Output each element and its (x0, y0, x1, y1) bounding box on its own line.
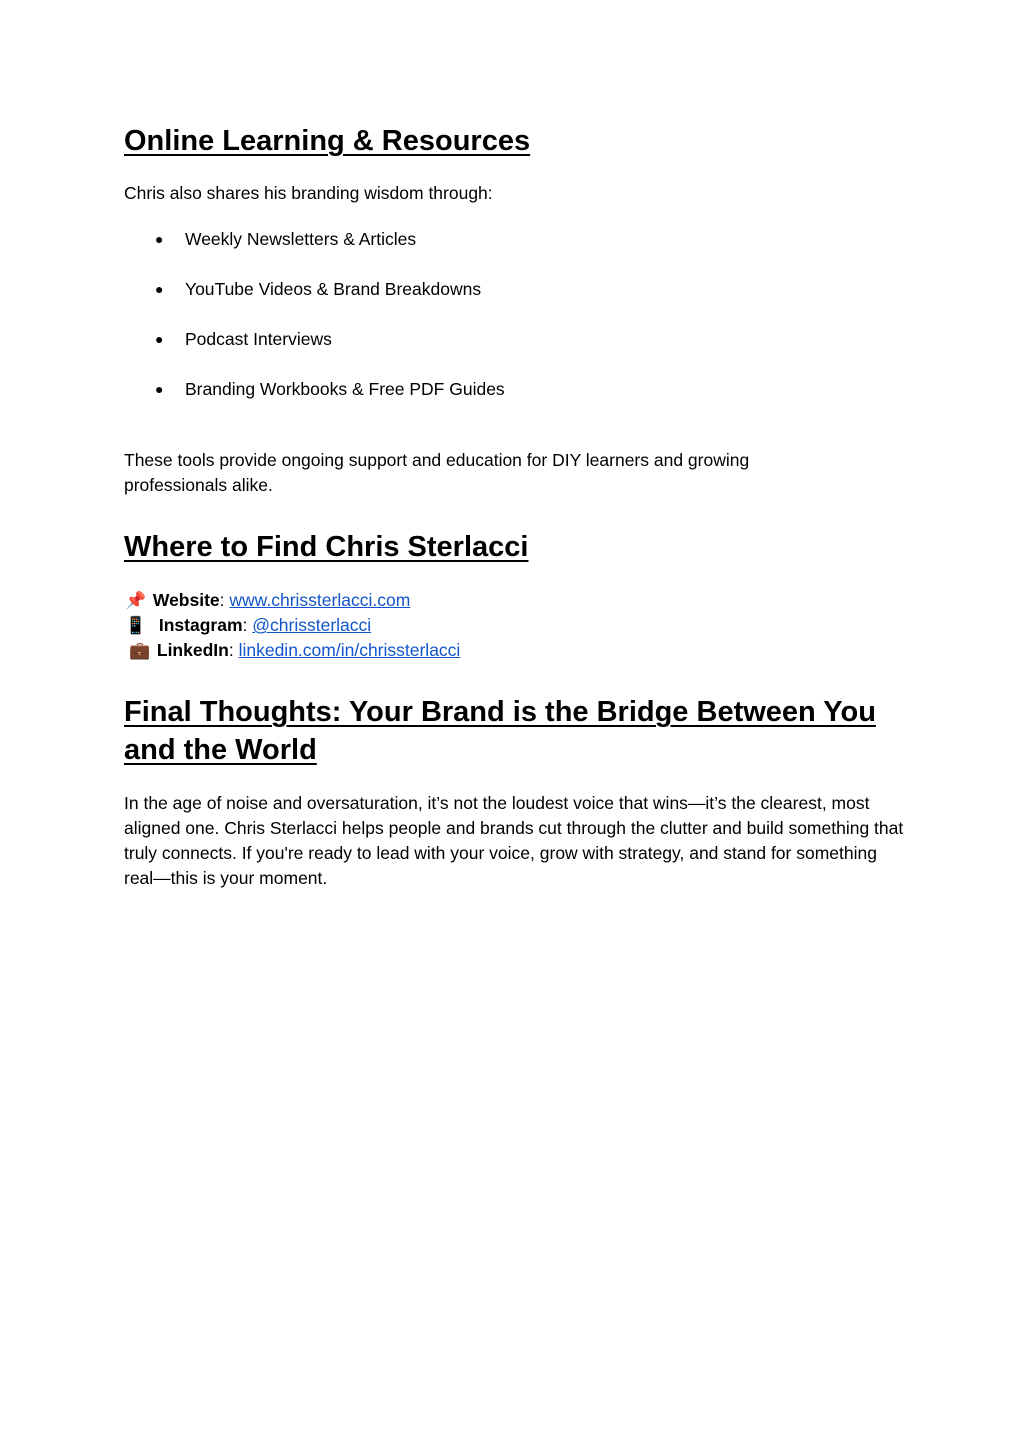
bullet-icon: ● (155, 331, 164, 347)
contact-linkedin (124, 638, 460, 663)
contact-list (124, 588, 460, 663)
section-heading-final-thoughts: Final Thoughts: Your Brand is the Bridge Between You and the World (124, 696, 876, 766)
website-link[interactable]: www.chrissterlacci.com (229, 590, 411, 610)
list-item-text: Branding Workbooks & Free PDF Guides (185, 379, 505, 399)
pushpin-icon: 📌 (125, 591, 147, 610)
list-item (124, 277, 505, 327)
contact-separator: : (219, 590, 225, 610)
list-item-text: Weekly Newsletters & Articles (185, 229, 417, 249)
final-paragraph: In the age of noise and oversaturation, it’s not the loudest voice that wins—it’s the clearest, most aligned one. Chris Sterlacci helps people and brands cut through the clutter and build something that truly connects. If you're ready to lead with your voice, grow with strategy, and stand for something real—this is your moment. (124, 793, 904, 888)
contact-website (124, 588, 460, 613)
contact-label: Instagram (158, 615, 243, 635)
instagram-link[interactable]: @chrissterlacci (252, 615, 372, 635)
bullet-icon: ● (155, 281, 164, 297)
list-item (124, 227, 505, 277)
resource-list (124, 227, 505, 427)
contact-label: Website (152, 590, 220, 610)
list-item-text: YouTube Videos & Brand Breakdowns (185, 279, 482, 299)
contact-instagram (124, 613, 460, 638)
bullet-icon: ● (155, 381, 164, 397)
list-item-text: Podcast Interviews (185, 329, 332, 349)
list-item (124, 377, 505, 427)
briefcase-icon: 💼 (129, 641, 151, 660)
section-heading-where-to-find: Where to Find Chris Sterlacci (124, 531, 529, 563)
list-item (124, 327, 505, 377)
contact-separator: : (242, 615, 248, 635)
mobile-phone-icon: 📱 (125, 616, 147, 635)
contact-separator: : (228, 640, 234, 660)
closing-paragraph: These tools provide ongoing support and education for DIY learners and growing professionals alike. (124, 450, 750, 495)
bullet-icon: ● (155, 231, 164, 247)
linkedin-link[interactable]: linkedin.com/in/chrissterlacci (238, 640, 461, 660)
section-heading-online-learning: Online Learning & Resources (124, 125, 531, 157)
contact-label: LinkedIn (156, 640, 229, 660)
intro-paragraph: Chris also shares his branding wisdom through: (124, 183, 493, 203)
